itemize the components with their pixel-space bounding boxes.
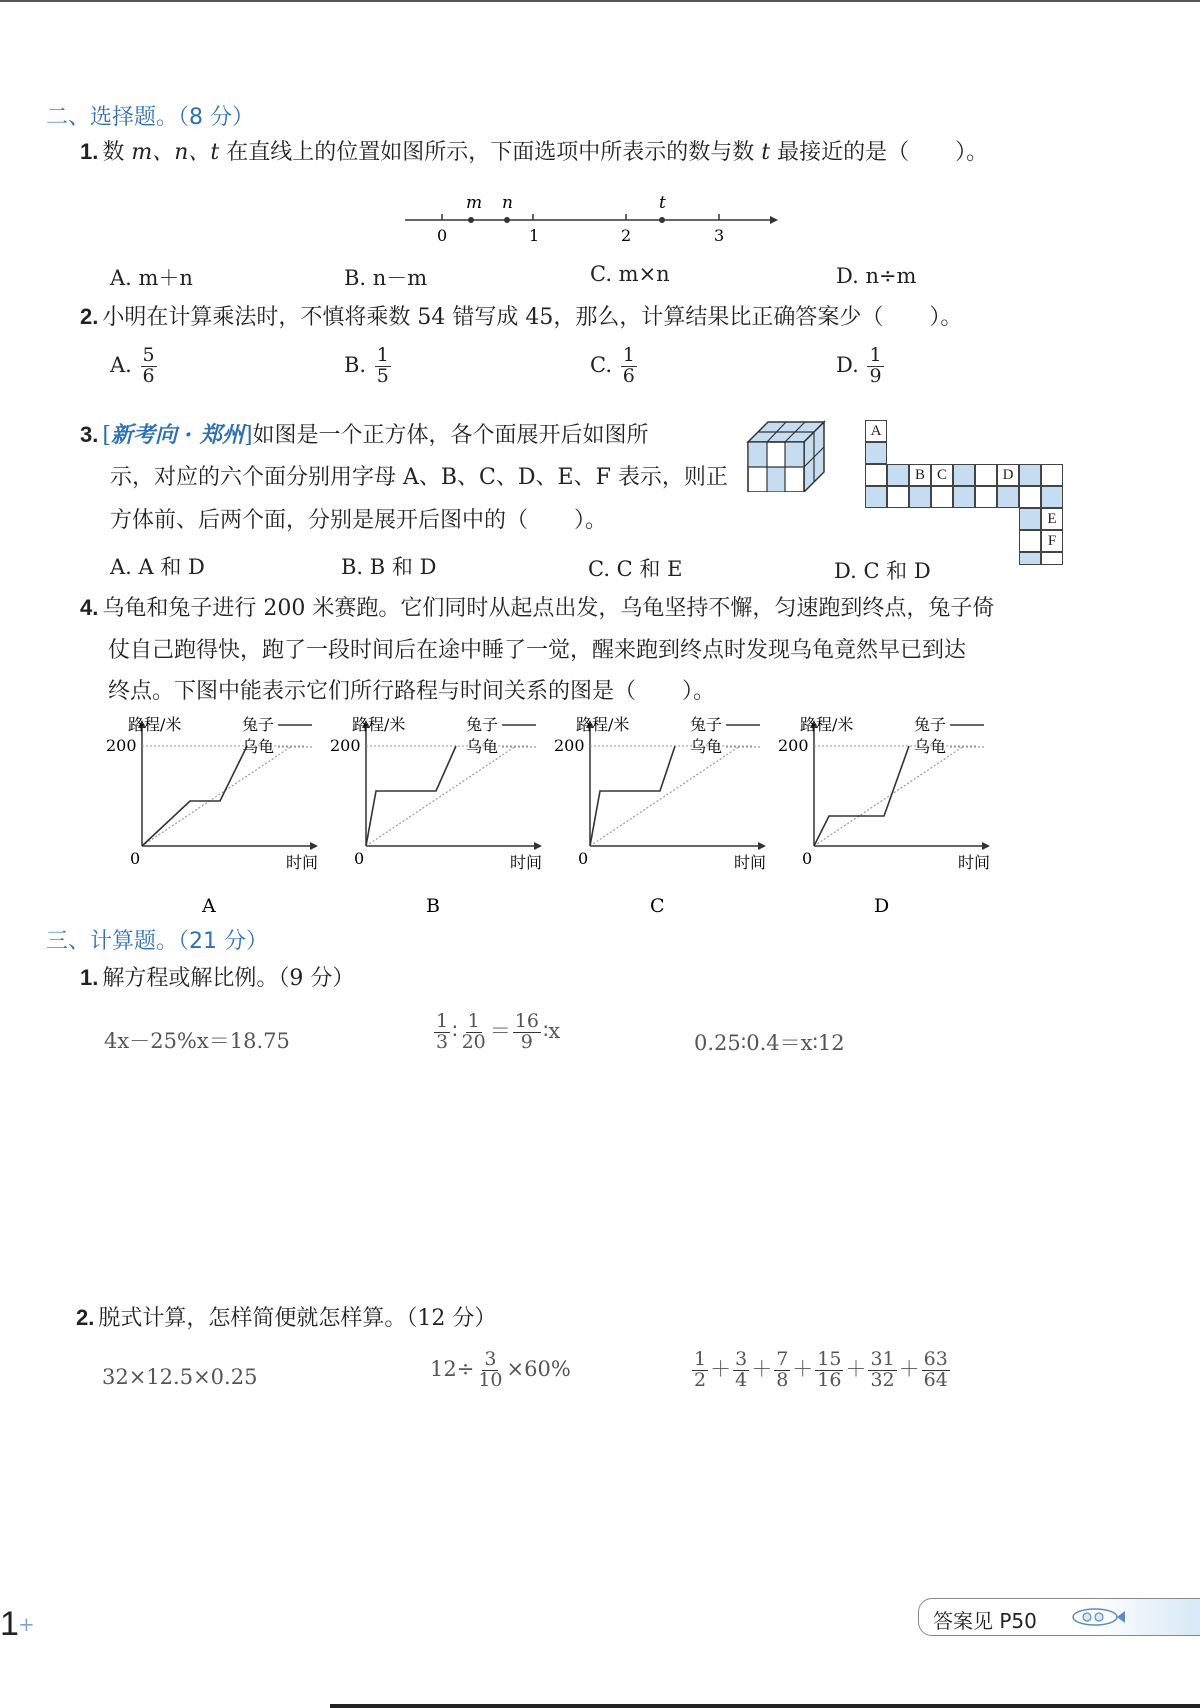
numberline-label-m: m bbox=[466, 193, 483, 213]
net-cell bbox=[887, 464, 909, 486]
x-axis-arrow bbox=[310, 842, 318, 850]
frac-den: 9 bbox=[869, 364, 882, 387]
q4-line1: 乌龟和兔子进行 200 米赛跑。它们同时从起点出发，乌龟坚持不懈，匀速跑到终点，兔子倚 bbox=[102, 596, 995, 621]
rabbit-line bbox=[814, 746, 909, 846]
c2-text: 脱式计算，怎样简便就怎样算。（12 分） bbox=[98, 1306, 497, 1331]
c1-text: 解方程或解比例。（9 分） bbox=[102, 966, 355, 991]
frac-num: 1 bbox=[376, 344, 389, 366]
expression-1: 32×12.5×0.25 bbox=[102, 1365, 258, 1389]
expr-pre: 12÷ bbox=[430, 1356, 475, 1381]
origin-label: 0 bbox=[578, 849, 589, 868]
q1-option-a[interactable]: A. m＋n bbox=[110, 266, 193, 290]
y-axis-label: 路程/米 bbox=[128, 716, 182, 734]
numberline-label-t: t bbox=[659, 193, 666, 213]
section-title-text: 二、选择题。 bbox=[46, 105, 179, 130]
frac-num: 3 bbox=[484, 1348, 497, 1370]
legend-rabbit: 兔子 bbox=[914, 716, 947, 734]
cube-image bbox=[746, 420, 826, 492]
calc-2 bbox=[76, 1307, 496, 1330]
net-cell bbox=[865, 442, 887, 464]
question-number: 2. bbox=[76, 1305, 95, 1330]
frac-den: 64 bbox=[923, 1368, 948, 1391]
answer-reference bbox=[918, 1598, 1200, 1636]
net-cell bbox=[1019, 508, 1041, 530]
q3-option-d[interactable]: D. C 和 D bbox=[834, 559, 931, 583]
legend-turtle: 乌龟 bbox=[690, 737, 723, 756]
equation-2 bbox=[432, 1012, 560, 1053]
expression-3 bbox=[690, 1350, 952, 1391]
section-title-text: 三、计算题。 bbox=[46, 929, 179, 954]
q1-var-t: t bbox=[761, 140, 771, 165]
legend-rabbit: 兔子 bbox=[466, 716, 499, 734]
section-calc-title bbox=[46, 924, 268, 955]
turtle-line bbox=[366, 746, 516, 846]
q2-text: 小明在计算乘法时，不慎将乘数 54 错写成 45，那么，计算结果比正确答案少（ bbox=[102, 305, 884, 330]
fraction bbox=[375, 346, 391, 387]
plus-sign: ＋ bbox=[845, 1356, 867, 1381]
answer-text: 答案见 P50 bbox=[933, 1609, 1037, 1633]
q1-option-c[interactable]: C. m×n bbox=[590, 262, 670, 286]
option-label: B. bbox=[344, 352, 367, 377]
graph-option-label[interactable]: C bbox=[650, 895, 665, 916]
option-label: A. bbox=[110, 352, 132, 377]
q2-option-d[interactable] bbox=[836, 346, 886, 387]
plus-sign: ＋ bbox=[898, 1356, 920, 1381]
net-cell bbox=[1041, 486, 1063, 508]
net-cell-F: F bbox=[1041, 530, 1063, 552]
legend-rabbit: 兔子 bbox=[242, 716, 275, 734]
net-cell bbox=[975, 486, 997, 508]
y-axis-label: 路程/米 bbox=[576, 716, 630, 734]
section-points: （8 分） bbox=[178, 105, 255, 130]
x-axis-label: 时间 bbox=[734, 853, 767, 872]
q2-option-c[interactable] bbox=[590, 346, 639, 387]
question-4-line-3 bbox=[108, 681, 715, 703]
x-axis-arrow bbox=[534, 842, 542, 850]
frac-num: 16 bbox=[514, 1010, 539, 1032]
tag-bracket: [ bbox=[102, 423, 111, 448]
net-cell bbox=[909, 486, 931, 508]
question-3-line-2: 示，对应的六个面分别用字母 A、B、C、D、E、F 表示，则正 bbox=[110, 465, 728, 490]
distance-time-graph bbox=[772, 716, 992, 916]
origin-label: 0 bbox=[130, 849, 141, 868]
frac-num: 7 bbox=[776, 1348, 789, 1370]
fraction bbox=[141, 346, 157, 387]
frac-den: 20 bbox=[461, 1030, 486, 1053]
frac-num: 3 bbox=[735, 1348, 748, 1370]
plus-sign: ＋ bbox=[792, 1356, 814, 1381]
y-max-label: 200 bbox=[106, 736, 137, 755]
q1-text-c: 最接近的是（ bbox=[777, 140, 910, 165]
q3-option-b[interactable]: B. B 和 D bbox=[341, 555, 437, 579]
rabbit-line bbox=[590, 746, 675, 846]
net-cell bbox=[975, 464, 997, 486]
expr-post: ×60% bbox=[506, 1356, 571, 1381]
legend-turtle: 乌龟 bbox=[242, 737, 275, 756]
ratio-tail: ∶x bbox=[542, 1018, 561, 1043]
net-cell bbox=[953, 486, 975, 508]
graph-option-label[interactable]: B bbox=[426, 895, 440, 916]
frac-den: 16 bbox=[817, 1368, 842, 1391]
q1-option-b[interactable]: B. n－m bbox=[344, 266, 428, 290]
q4-line3-end: ）。 bbox=[682, 679, 716, 704]
top-rule bbox=[0, 0, 1200, 2]
frac-den: 10 bbox=[478, 1368, 503, 1391]
net-cell bbox=[1019, 486, 1041, 508]
net-cell bbox=[997, 486, 1019, 508]
rabbit-line bbox=[142, 746, 247, 846]
frac-num: 15 bbox=[817, 1348, 842, 1370]
legend-rabbit: 兔子 bbox=[690, 716, 723, 734]
question-3-line-3 bbox=[110, 510, 607, 532]
section-points: （21 分） bbox=[178, 929, 269, 954]
option-label: C. bbox=[590, 352, 612, 377]
net-cell-E: E bbox=[1041, 508, 1063, 530]
frac-den: 9 bbox=[520, 1030, 533, 1053]
fraction bbox=[621, 346, 637, 387]
q4-line3: 终点。下图中能表示它们所行路程与时间关系的图是（ bbox=[108, 679, 637, 704]
frac-num: 5 bbox=[142, 344, 155, 366]
frac-den: 32 bbox=[870, 1368, 895, 1391]
frac-den: 6 bbox=[142, 364, 155, 387]
turtle-line bbox=[590, 746, 740, 846]
y-max-label: 200 bbox=[554, 736, 585, 755]
x-axis-arrow bbox=[982, 842, 990, 850]
frac-num: 63 bbox=[923, 1348, 948, 1370]
frac-den: 3 bbox=[436, 1030, 449, 1053]
section-choice-title bbox=[46, 100, 254, 131]
x-axis-label: 时间 bbox=[510, 853, 543, 872]
plus-sign: ＋ bbox=[751, 1356, 773, 1381]
q1-text-a: 数 bbox=[102, 140, 125, 165]
plus-ornament-icon: + bbox=[18, 1612, 35, 1636]
x-axis-label: 时间 bbox=[286, 853, 319, 872]
plus-sign: ＋ bbox=[710, 1356, 732, 1381]
frac-den: 8 bbox=[776, 1368, 789, 1391]
graph-option-label[interactable]: D bbox=[874, 895, 890, 916]
y-axis-label: 路程/米 bbox=[800, 716, 854, 734]
numberline-tick: 0 bbox=[437, 226, 448, 245]
q1-vars: m、n、t bbox=[131, 140, 220, 165]
question-number: 4. bbox=[80, 595, 99, 620]
calc-1 bbox=[80, 967, 354, 990]
frac-den: 6 bbox=[622, 364, 635, 387]
net-cell bbox=[865, 486, 887, 508]
distance-time-graph bbox=[548, 716, 768, 916]
legend-turtle: 乌龟 bbox=[914, 737, 947, 756]
equation-3: 0.25∶0.4＝x∶12 bbox=[694, 1031, 845, 1055]
question-number: 2. bbox=[80, 304, 99, 329]
fraction bbox=[867, 346, 883, 387]
net-cell bbox=[887, 486, 909, 508]
frac-num: 31 bbox=[870, 1348, 895, 1370]
question-4-line-1 bbox=[80, 597, 994, 620]
question-2 bbox=[80, 306, 962, 329]
net-cell bbox=[1019, 464, 1041, 486]
numberline-tick: 1 bbox=[529, 226, 540, 245]
frac-den: 5 bbox=[376, 364, 389, 387]
equation-1: 4x－25%x＝18.75 bbox=[104, 1029, 290, 1053]
distance-time-graph bbox=[100, 716, 320, 916]
net-cell bbox=[1019, 530, 1041, 552]
net-cell bbox=[1041, 464, 1063, 486]
legend-turtle: 乌龟 bbox=[466, 737, 499, 756]
q4-graphs bbox=[100, 716, 1000, 916]
net-cell-C: C bbox=[931, 464, 953, 486]
turtle-line bbox=[814, 746, 964, 846]
rabbit-line bbox=[366, 746, 456, 846]
expression-2 bbox=[430, 1350, 571, 1391]
q3-line3: 方体前、后两个面，分别是展开后图中的（ bbox=[110, 508, 529, 533]
frac-num: 1 bbox=[622, 344, 635, 366]
numberline-label-n: n bbox=[502, 193, 513, 213]
q3-line1: 如图是一个正方体，各个面展开后如图所 bbox=[252, 423, 649, 448]
y-max-label: 200 bbox=[330, 736, 361, 755]
frac-num: 1 bbox=[694, 1348, 707, 1370]
number-line bbox=[400, 178, 780, 248]
y-max-label: 200 bbox=[778, 736, 809, 755]
distance-time-graph bbox=[324, 716, 544, 916]
question-3-line-1 bbox=[80, 424, 649, 447]
question-4-line-2: 仗自己跑得快，跑了一段时间后在途中睡了一觉，醒来跑到终点时发现乌龟竟然早已到达 bbox=[108, 638, 967, 663]
net-cell bbox=[1041, 552, 1063, 565]
net-cell bbox=[931, 486, 953, 508]
numberline-tick: 2 bbox=[621, 226, 632, 245]
region-tag: 新考向 · 郑州 bbox=[110, 422, 244, 448]
net-cell-A: A bbox=[865, 420, 887, 442]
numberline-tick: 3 bbox=[714, 226, 725, 245]
net-cell bbox=[953, 464, 975, 486]
question-number: 1. bbox=[80, 965, 99, 990]
question-number: 1. bbox=[80, 139, 99, 164]
net-cell-D: D bbox=[997, 464, 1019, 486]
q3-option-a[interactable]: A. A 和 D bbox=[110, 555, 205, 579]
q3-line3-end: ）。 bbox=[574, 508, 608, 533]
q2-option-b[interactable] bbox=[344, 346, 393, 387]
q2-text-end: ）。 bbox=[929, 305, 963, 330]
frac-num: 1 bbox=[436, 1010, 449, 1032]
cube-net-diagram bbox=[865, 420, 1065, 565]
question-number: 3. bbox=[80, 422, 99, 447]
turtle-line bbox=[142, 746, 292, 846]
net-cell bbox=[865, 464, 887, 486]
frac-den: 2 bbox=[694, 1368, 707, 1391]
tag-bracket: ] bbox=[243, 423, 253, 448]
q2-option-a[interactable] bbox=[110, 346, 159, 387]
frac-num: 1 bbox=[467, 1010, 480, 1032]
graph-option-label[interactable]: A bbox=[202, 895, 216, 916]
x-axis-label: 时间 bbox=[958, 853, 991, 872]
y-axis-label: 路程/米 bbox=[352, 716, 406, 734]
ratio-colon: ∶ bbox=[452, 1018, 458, 1043]
question-1 bbox=[80, 141, 988, 164]
rocket-icon bbox=[1067, 1605, 1127, 1629]
q1-text-b: 在直线上的位置如图所示，下面选项中所表示的数与数 bbox=[226, 140, 755, 165]
origin-label: 0 bbox=[354, 849, 365, 868]
q1-option-d[interactable]: D. n÷m bbox=[836, 264, 917, 288]
frac-den: 4 bbox=[735, 1368, 748, 1391]
x-axis-arrow bbox=[758, 842, 766, 850]
q1-text-end: ）。 bbox=[955, 140, 989, 165]
net-cell-B: B bbox=[909, 464, 931, 486]
page-number: 1 bbox=[0, 1605, 19, 1643]
origin-label: 0 bbox=[802, 849, 813, 868]
frac-num: 1 bbox=[869, 344, 882, 366]
bottom-rule bbox=[330, 1704, 1200, 1708]
equals-sign: ＝ bbox=[489, 1018, 511, 1043]
q3-option-c[interactable]: C. C 和 E bbox=[588, 557, 683, 581]
option-label: D. bbox=[836, 352, 859, 377]
net-cell bbox=[1019, 552, 1041, 565]
